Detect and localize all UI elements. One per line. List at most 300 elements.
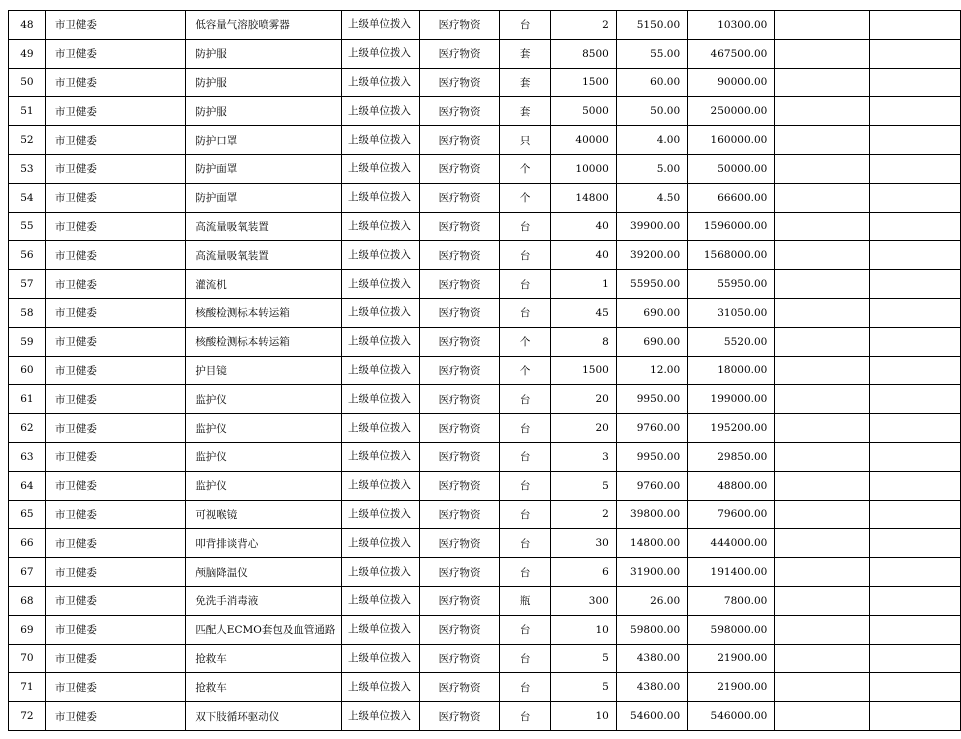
cell-amount: 90000.00 — [688, 68, 775, 97]
cell-no: 67 — [9, 558, 46, 587]
table-row — [9, 154, 961, 183]
cell-unit-price: 59800.00 — [616, 615, 687, 644]
cell-blank — [775, 97, 869, 126]
cell-blank — [775, 414, 869, 443]
cell-blank — [775, 11, 869, 40]
cell-unit-price: 14800.00 — [616, 529, 687, 558]
cell-no: 60 — [9, 356, 46, 385]
cell-category: 医疗物资 — [420, 702, 500, 731]
cell-quantity: 45 — [551, 298, 617, 327]
cell-unit-price: 31900.00 — [616, 558, 687, 587]
table-row — [9, 270, 961, 299]
cell-unit: 市卫健委 — [45, 558, 185, 587]
cell-blank — [775, 39, 869, 68]
cell-unit: 市卫健委 — [45, 68, 185, 97]
cell-blank — [869, 586, 960, 615]
cell-unit-price: 4.00 — [616, 126, 687, 155]
cell-blank — [775, 702, 869, 731]
cell-unit: 市卫健委 — [45, 586, 185, 615]
cell-measure-unit: 台 — [500, 644, 551, 673]
cell-blank — [775, 126, 869, 155]
table-row — [9, 529, 961, 558]
cell-item-name: 低容量气溶胶喷雾器 — [186, 11, 342, 40]
cell-measure-unit: 台 — [500, 11, 551, 40]
cell-source: 上级单位拨入 — [342, 154, 420, 183]
cell-unit: 市卫健委 — [45, 529, 185, 558]
cell-blank — [869, 442, 960, 471]
cell-measure-unit: 台 — [500, 702, 551, 731]
cell-unit: 市卫健委 — [45, 97, 185, 126]
cell-blank — [869, 500, 960, 529]
cell-item-name: 免洗手消毒液 — [186, 586, 342, 615]
cell-quantity: 2 — [551, 11, 617, 40]
cell-no: 53 — [9, 154, 46, 183]
cell-amount: 48800.00 — [688, 471, 775, 500]
cell-source: 上级单位拨入 — [342, 529, 420, 558]
cell-measure-unit: 瓶 — [500, 586, 551, 615]
cell-item-name: 双下肢循环驱动仪 — [186, 702, 342, 731]
cell-source: 上级单位拨入 — [342, 212, 420, 241]
cell-unit: 市卫健委 — [45, 500, 185, 529]
cell-unit: 市卫健委 — [45, 615, 185, 644]
cell-measure-unit: 台 — [500, 241, 551, 270]
cell-blank — [775, 270, 869, 299]
cell-amount: 160000.00 — [688, 126, 775, 155]
cell-amount: 1568000.00 — [688, 241, 775, 270]
cell-blank — [775, 183, 869, 212]
cell-source: 上级单位拨入 — [342, 702, 420, 731]
cell-unit: 市卫健委 — [45, 385, 185, 414]
cell-amount: 79600.00 — [688, 500, 775, 529]
cell-source: 上级单位拨入 — [342, 356, 420, 385]
cell-blank — [869, 529, 960, 558]
cell-unit: 市卫健委 — [45, 298, 185, 327]
cell-item-name: 抢救车 — [186, 673, 342, 702]
cell-blank — [869, 298, 960, 327]
cell-unit: 市卫健委 — [45, 471, 185, 500]
cell-quantity: 1 — [551, 270, 617, 299]
cell-quantity: 20 — [551, 414, 617, 443]
table-row — [9, 615, 961, 644]
cell-quantity: 40000 — [551, 126, 617, 155]
cell-unit: 市卫健委 — [45, 356, 185, 385]
cell-amount: 66600.00 — [688, 183, 775, 212]
cell-source: 上级单位拨入 — [342, 183, 420, 212]
cell-quantity: 3 — [551, 442, 617, 471]
cell-source: 上级单位拨入 — [342, 126, 420, 155]
cell-source: 上级单位拨入 — [342, 39, 420, 68]
cell-no: 54 — [9, 183, 46, 212]
cell-blank — [869, 356, 960, 385]
cell-item-name: 防护口罩 — [186, 126, 342, 155]
table-row — [9, 356, 961, 385]
cell-category: 医疗物资 — [420, 529, 500, 558]
cell-amount: 50000.00 — [688, 154, 775, 183]
cell-unit: 市卫健委 — [45, 702, 185, 731]
cell-blank — [869, 39, 960, 68]
cell-unit-price: 60.00 — [616, 68, 687, 97]
cell-source: 上级单位拨入 — [342, 558, 420, 587]
cell-quantity: 1500 — [551, 356, 617, 385]
cell-blank — [869, 11, 960, 40]
cell-item-name: 抢救车 — [186, 644, 342, 673]
cell-quantity: 5000 — [551, 97, 617, 126]
cell-amount: 598000.00 — [688, 615, 775, 644]
cell-quantity: 20 — [551, 385, 617, 414]
cell-quantity: 30 — [551, 529, 617, 558]
cell-unit: 市卫健委 — [45, 270, 185, 299]
cell-unit-price: 4380.00 — [616, 673, 687, 702]
cell-unit: 市卫健委 — [45, 414, 185, 443]
cell-blank — [775, 644, 869, 673]
cell-amount: 191400.00 — [688, 558, 775, 587]
cell-blank — [869, 212, 960, 241]
cell-no: 52 — [9, 126, 46, 155]
cell-blank — [775, 586, 869, 615]
cell-unit-price: 55.00 — [616, 39, 687, 68]
table-row — [9, 126, 961, 155]
cell-measure-unit: 个 — [500, 154, 551, 183]
cell-source: 上级单位拨入 — [342, 11, 420, 40]
table-row — [9, 500, 961, 529]
cell-blank — [775, 471, 869, 500]
cell-amount: 195200.00 — [688, 414, 775, 443]
cell-category: 医疗物资 — [420, 356, 500, 385]
cell-measure-unit: 个 — [500, 327, 551, 356]
cell-blank — [775, 673, 869, 702]
cell-amount: 10300.00 — [688, 11, 775, 40]
cell-no: 48 — [9, 11, 46, 40]
cell-quantity: 6 — [551, 558, 617, 587]
cell-category: 医疗物资 — [420, 558, 500, 587]
cell-amount: 546000.00 — [688, 702, 775, 731]
cell-no: 61 — [9, 385, 46, 414]
cell-blank — [869, 183, 960, 212]
cell-unit-price: 5150.00 — [616, 11, 687, 40]
cell-category: 医疗物资 — [420, 673, 500, 702]
cell-item-name: 防护面罩 — [186, 154, 342, 183]
cell-unit: 市卫健委 — [45, 126, 185, 155]
cell-unit: 市卫健委 — [45, 644, 185, 673]
cell-measure-unit: 台 — [500, 615, 551, 644]
cell-item-name: 高流量吸氧装置 — [186, 212, 342, 241]
cell-quantity: 40 — [551, 212, 617, 241]
cell-blank — [869, 471, 960, 500]
cell-blank — [775, 385, 869, 414]
cell-quantity: 2 — [551, 500, 617, 529]
cell-blank — [775, 298, 869, 327]
cell-unit: 市卫健委 — [45, 154, 185, 183]
cell-blank — [869, 68, 960, 97]
cell-measure-unit: 台 — [500, 529, 551, 558]
cell-amount: 55950.00 — [688, 270, 775, 299]
cell-blank — [775, 615, 869, 644]
cell-measure-unit: 台 — [500, 385, 551, 414]
cell-no: 56 — [9, 241, 46, 270]
cell-source: 上级单位拨入 — [342, 586, 420, 615]
cell-measure-unit: 套 — [500, 97, 551, 126]
cell-unit-price: 5.00 — [616, 154, 687, 183]
cell-source: 上级单位拨入 — [342, 673, 420, 702]
cell-blank — [869, 414, 960, 443]
cell-blank — [775, 529, 869, 558]
cell-unit-price: 12.00 — [616, 356, 687, 385]
cell-unit-price: 50.00 — [616, 97, 687, 126]
cell-category: 医疗物资 — [420, 442, 500, 471]
cell-source: 上级单位拨入 — [342, 500, 420, 529]
cell-blank — [869, 702, 960, 731]
cell-unit: 市卫健委 — [45, 673, 185, 702]
cell-quantity: 1500 — [551, 68, 617, 97]
cell-blank — [775, 212, 869, 241]
cell-unit: 市卫健委 — [45, 327, 185, 356]
cell-no: 55 — [9, 212, 46, 241]
cell-measure-unit: 套 — [500, 68, 551, 97]
cell-measure-unit: 台 — [500, 212, 551, 241]
cell-no: 57 — [9, 270, 46, 299]
table-row — [9, 644, 961, 673]
cell-unit: 市卫健委 — [45, 442, 185, 471]
table-row — [9, 471, 961, 500]
cell-no: 49 — [9, 39, 46, 68]
cell-no: 72 — [9, 702, 46, 731]
cell-category: 医疗物资 — [420, 500, 500, 529]
table-row — [9, 673, 961, 702]
cell-category: 医疗物资 — [420, 471, 500, 500]
cell-blank — [869, 241, 960, 270]
cell-source: 上级单位拨入 — [342, 68, 420, 97]
cell-unit: 市卫健委 — [45, 11, 185, 40]
cell-category: 医疗物资 — [420, 414, 500, 443]
cell-blank — [775, 327, 869, 356]
cell-item-name: 颅脑降温仪 — [186, 558, 342, 587]
cell-unit: 市卫健委 — [45, 241, 185, 270]
cell-item-name: 监护仪 — [186, 471, 342, 500]
cell-amount: 21900.00 — [688, 673, 775, 702]
cell-blank — [869, 558, 960, 587]
cell-source: 上级单位拨入 — [342, 615, 420, 644]
cell-no: 68 — [9, 586, 46, 615]
cell-no: 69 — [9, 615, 46, 644]
table-row — [9, 39, 961, 68]
cell-no: 71 — [9, 673, 46, 702]
cell-measure-unit: 台 — [500, 673, 551, 702]
cell-no: 66 — [9, 529, 46, 558]
cell-amount: 444000.00 — [688, 529, 775, 558]
cell-source: 上级单位拨入 — [342, 471, 420, 500]
cell-unit-price: 9760.00 — [616, 414, 687, 443]
table-row — [9, 97, 961, 126]
cell-unit: 市卫健委 — [45, 183, 185, 212]
cell-quantity: 10 — [551, 702, 617, 731]
cell-source: 上级单位拨入 — [342, 270, 420, 299]
cell-category: 医疗物资 — [420, 11, 500, 40]
cell-quantity: 14800 — [551, 183, 617, 212]
cell-blank — [775, 154, 869, 183]
cell-measure-unit: 台 — [500, 298, 551, 327]
cell-source: 上级单位拨入 — [342, 298, 420, 327]
cell-unit: 市卫健委 — [45, 212, 185, 241]
cell-category: 医疗物资 — [420, 615, 500, 644]
cell-item-name: 防护服 — [186, 97, 342, 126]
cell-category: 医疗物资 — [420, 385, 500, 414]
cell-measure-unit: 只 — [500, 126, 551, 155]
cell-quantity: 8 — [551, 327, 617, 356]
cell-category: 医疗物资 — [420, 97, 500, 126]
cell-unit-price: 4.50 — [616, 183, 687, 212]
table-row — [9, 327, 961, 356]
cell-amount: 18000.00 — [688, 356, 775, 385]
cell-category: 医疗物资 — [420, 126, 500, 155]
materials-sheet — [8, 10, 961, 731]
cell-item-name: 防护面罩 — [186, 183, 342, 212]
cell-blank — [869, 385, 960, 414]
cell-blank — [869, 126, 960, 155]
cell-no: 70 — [9, 644, 46, 673]
cell-unit-price: 55950.00 — [616, 270, 687, 299]
cell-category: 医疗物资 — [420, 183, 500, 212]
table-row — [9, 11, 961, 40]
materials-table — [8, 10, 961, 731]
cell-blank — [775, 356, 869, 385]
table-row — [9, 558, 961, 587]
cell-blank — [869, 270, 960, 299]
cell-measure-unit: 台 — [500, 442, 551, 471]
cell-unit-price: 39900.00 — [616, 212, 687, 241]
cell-source: 上级单位拨入 — [342, 442, 420, 471]
table-row — [9, 702, 961, 731]
table-body — [9, 11, 961, 731]
cell-unit-price: 39200.00 — [616, 241, 687, 270]
cell-amount: 21900.00 — [688, 644, 775, 673]
cell-unit-price: 9950.00 — [616, 385, 687, 414]
cell-category: 医疗物资 — [420, 154, 500, 183]
cell-category: 医疗物资 — [420, 644, 500, 673]
cell-measure-unit: 套 — [500, 39, 551, 68]
table-row — [9, 183, 961, 212]
table-row — [9, 68, 961, 97]
cell-measure-unit: 个 — [500, 356, 551, 385]
cell-item-name: 核酸检测标本转运箱 — [186, 327, 342, 356]
cell-item-name: 监护仪 — [186, 442, 342, 471]
cell-category: 医疗物资 — [420, 241, 500, 270]
cell-source: 上级单位拨入 — [342, 327, 420, 356]
cell-quantity: 40 — [551, 241, 617, 270]
cell-quantity: 5 — [551, 644, 617, 673]
cell-amount: 250000.00 — [688, 97, 775, 126]
cell-blank — [775, 68, 869, 97]
cell-no: 62 — [9, 414, 46, 443]
cell-amount: 29850.00 — [688, 442, 775, 471]
cell-amount: 31050.00 — [688, 298, 775, 327]
cell-blank — [869, 97, 960, 126]
cell-source: 上级单位拨入 — [342, 241, 420, 270]
cell-item-name: 叩背排谈背心 — [186, 529, 342, 558]
cell-item-name: 监护仪 — [186, 414, 342, 443]
cell-no: 59 — [9, 327, 46, 356]
cell-source: 上级单位拨入 — [342, 644, 420, 673]
cell-category: 医疗物资 — [420, 212, 500, 241]
cell-no: 63 — [9, 442, 46, 471]
cell-source: 上级单位拨入 — [342, 97, 420, 126]
table-row — [9, 298, 961, 327]
cell-item-name: 护目镜 — [186, 356, 342, 385]
cell-category: 医疗物资 — [420, 327, 500, 356]
cell-blank — [775, 442, 869, 471]
cell-unit-price: 690.00 — [616, 298, 687, 327]
cell-category: 医疗物资 — [420, 298, 500, 327]
cell-measure-unit: 台 — [500, 471, 551, 500]
cell-quantity: 5 — [551, 673, 617, 702]
cell-blank — [775, 558, 869, 587]
cell-blank — [775, 241, 869, 270]
cell-quantity: 8500 — [551, 39, 617, 68]
cell-unit-price: 690.00 — [616, 327, 687, 356]
cell-no: 64 — [9, 471, 46, 500]
cell-measure-unit: 台 — [500, 558, 551, 587]
cell-item-name: 高流量吸氧装置 — [186, 241, 342, 270]
cell-quantity: 10 — [551, 615, 617, 644]
cell-unit-price: 26.00 — [616, 586, 687, 615]
cell-blank — [869, 327, 960, 356]
cell-measure-unit: 个 — [500, 183, 551, 212]
table-row — [9, 385, 961, 414]
table-row — [9, 212, 961, 241]
cell-quantity: 5 — [551, 471, 617, 500]
table-row — [9, 586, 961, 615]
cell-blank — [869, 644, 960, 673]
table-row — [9, 442, 961, 471]
cell-unit: 市卫健委 — [45, 39, 185, 68]
cell-blank — [869, 154, 960, 183]
cell-amount: 1596000.00 — [688, 212, 775, 241]
cell-source: 上级单位拨入 — [342, 385, 420, 414]
cell-no: 50 — [9, 68, 46, 97]
cell-measure-unit: 台 — [500, 270, 551, 299]
cell-no: 65 — [9, 500, 46, 529]
cell-category: 医疗物资 — [420, 270, 500, 299]
cell-category: 医疗物资 — [420, 68, 500, 97]
cell-unit-price: 39800.00 — [616, 500, 687, 529]
cell-unit-price: 9950.00 — [616, 442, 687, 471]
table-row — [9, 414, 961, 443]
cell-unit-price: 9760.00 — [616, 471, 687, 500]
cell-item-name: 匹配人ECMO套包及血管通路 — [186, 615, 342, 644]
cell-item-name: 监护仪 — [186, 385, 342, 414]
cell-unit-price: 4380.00 — [616, 644, 687, 673]
cell-blank — [775, 500, 869, 529]
cell-item-name: 灌流机 — [186, 270, 342, 299]
cell-amount: 7800.00 — [688, 586, 775, 615]
cell-item-name: 防护服 — [186, 39, 342, 68]
cell-amount: 199000.00 — [688, 385, 775, 414]
cell-no: 58 — [9, 298, 46, 327]
cell-item-name: 核酸检测标本转运箱 — [186, 298, 342, 327]
cell-quantity: 300 — [551, 586, 617, 615]
cell-item-name: 防护服 — [186, 68, 342, 97]
cell-amount: 467500.00 — [688, 39, 775, 68]
cell-quantity: 10000 — [551, 154, 617, 183]
cell-item-name: 可视喉镜 — [186, 500, 342, 529]
cell-blank — [869, 615, 960, 644]
cell-unit-price: 54600.00 — [616, 702, 687, 731]
cell-amount: 5520.00 — [688, 327, 775, 356]
cell-no: 51 — [9, 97, 46, 126]
cell-category: 医疗物资 — [420, 586, 500, 615]
cell-source: 上级单位拨入 — [342, 414, 420, 443]
cell-blank — [869, 673, 960, 702]
cell-measure-unit: 台 — [500, 414, 551, 443]
